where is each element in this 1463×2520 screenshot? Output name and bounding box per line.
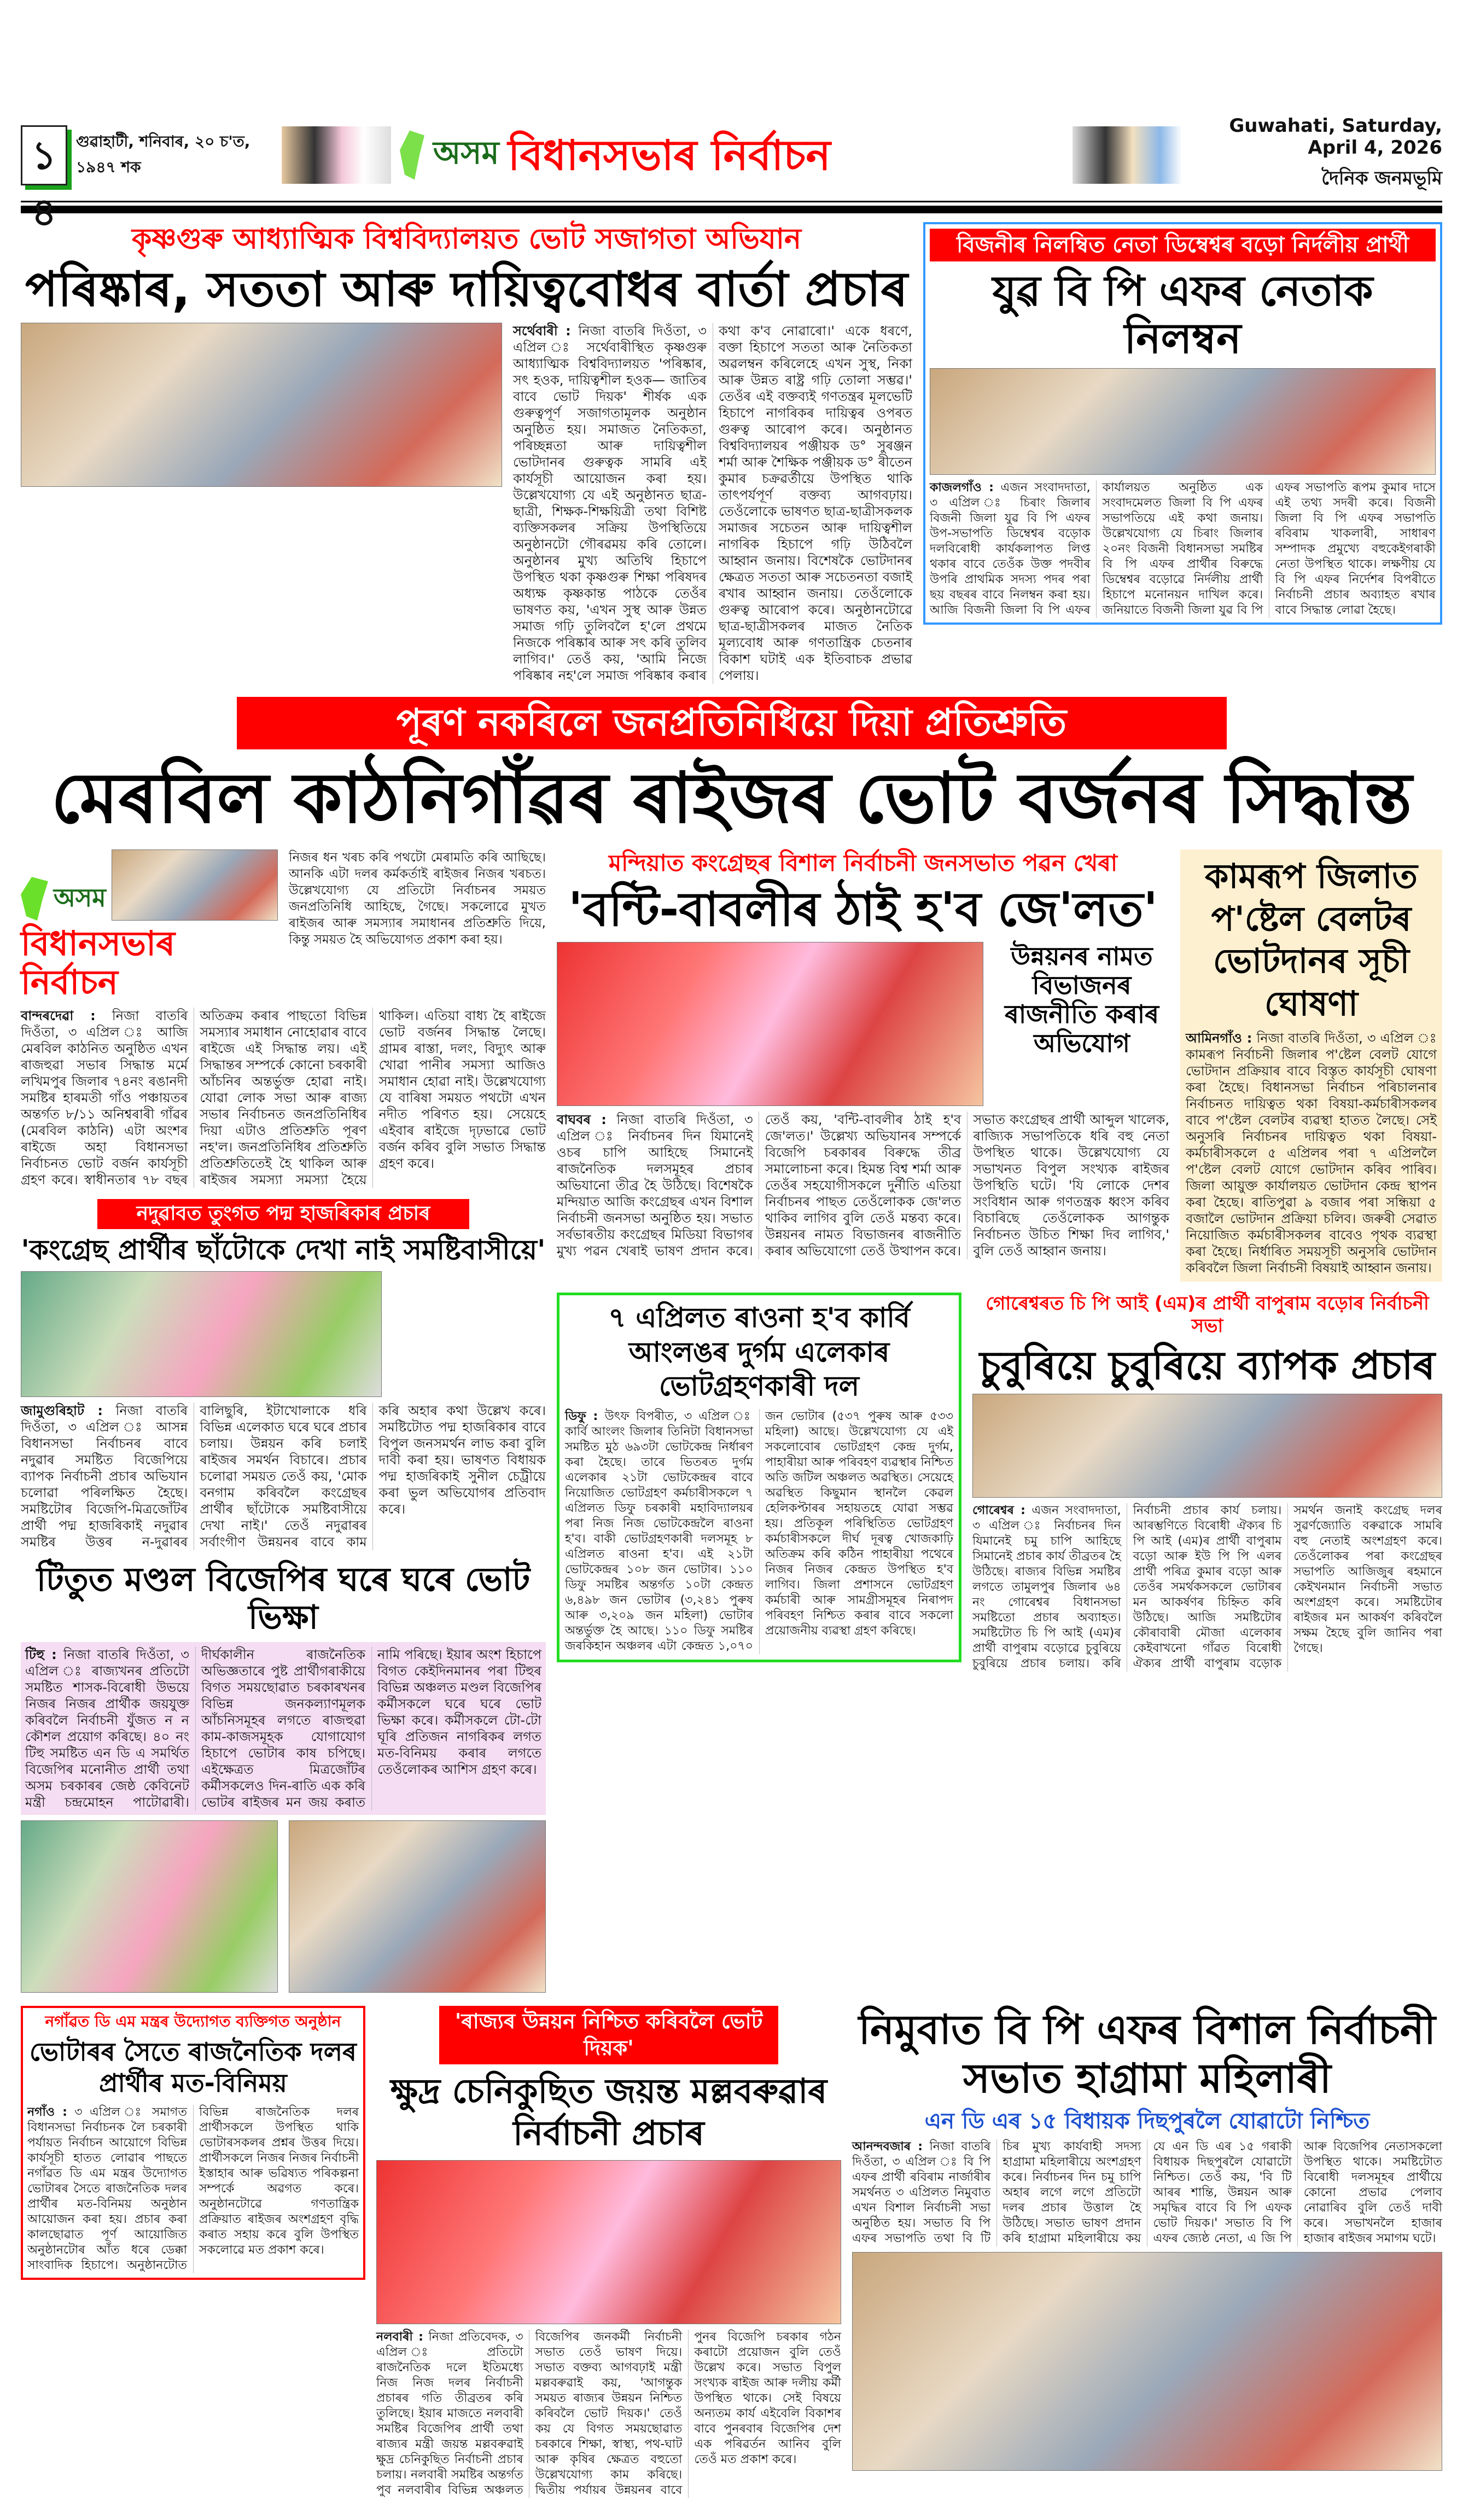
dateline: জামুগুৰিহাট : [21, 1403, 103, 1419]
story-jayanta-mallabaruah [376, 2006, 841, 2498]
story-headline: 'কংগ্ৰেছ প্ৰাৰ্থীৰ ছাঁটোকে দেখা নাই সমষ্টিবাসীয়ে' [21, 1233, 546, 1266]
story-kicker: বিজনীৰ নিলম্বিত নেতা ডিম্বেশ্বৰ বড়ো নিৰ্দলীয় প্ৰাৰ্থী [930, 229, 1436, 261]
story-media [557, 942, 1169, 1106]
story-padma-hazarika [21, 1199, 546, 1550]
lead-headline: মেৰবিল কাঠনিগাঁৱৰ ৰাইজৰ ভোট বৰ্জনৰ সিদ্ধান্ত [51, 757, 1412, 839]
row-top [21, 222, 1442, 684]
page-number: ১৪ [21, 125, 67, 185]
story-text: নিজা বাতৰি দিওঁতা, ৩ এপ্ৰিল ঃ আজি মেৰবিল কাঠনিত অনুষ্ঠিত এখন ৰাজহুৱা সভাৰ সিদ্ধান্ত মৰ্মে লখিমপুৰ জিলাৰ ৭৪নং ৰঙানদী সমষ্টিৰ হাৰমতী গাঁও পঞ্চায়তৰ অন্তৰ্গত ৮/১১ অনিশ্বৰাৰী গাঁৱৰ (মেৰবিল কাঠনি) এটা অংশৰ ৰাইজে অহা বিধানসভা নিৰ্বাচনত ভোট বৰ্জন কাৰ্যসূচী গ্ৰহণ কৰে। স্বাধীনতাৰ ৭৮ বছৰ অতিক্ৰম কৰাৰ পাছতো বিভিন্ন সমস্যাৰ সমাধান নোহোৱাৰ বাবে ৰাইজে এই সিদ্ধান্ত লয়। এই সিদ্ধান্তৰ সম্পৰ্কে কোনো চৰকাৰী আঁচনিৰ অন্তৰ্ভুক্ত হোৱা নাই। যোৱা লোক সভা আৰু ৰাজ্য সভাৰ নিৰ্বাচনত জনপ্ৰতিনিধিৰ দিয়া এটাও প্ৰতিশ্ৰুতি পূৰণ নহ'ল। জনপ্ৰতিনিধিৰ প্ৰতিশ্ৰুতি প্ৰতিশ্ৰুতিতেই হৈ থাকিল আৰু ৰাইজৰ সমস্যা সমস্যা হৈয়ে থাকিল। এতিয়া বাধ্য হৈ ৰাইজে ভোট বৰ্জনৰ সিদ্ধান্ত লৈছে। গ্ৰামৰ ৰাস্তা, দলং, বিদ্যুৎ আৰু খোৱা পানীৰ সমস্যা আজিও সমাধান হোৱা নাই। উল্লেখযোগ্য যে বাৰিষা সময়ত পথটো এখন নদীত পৰিণত হয়। সেয়েহে এইবাৰ ৰাইজে দৃঢ়ভাৱে ভোট বৰ্জন কৰিব বুলি সভাত সিদ্ধান্ত গ্ৰহণ কৰে। [21, 1008, 546, 1188]
dateline: আমিনগাঁও : [1186, 1031, 1252, 1046]
dateline: বান্দৰদেৱা : [21, 1008, 96, 1023]
story-kicker: গোৰেশ্বৰত চি পি আই (এম)ৰ প্ৰাৰ্থী বাপুৰাম বড়োৰ নিৰ্বাচনী সভা [986, 1293, 1429, 1337]
lead-top [21, 849, 546, 1002]
story-headline: যুৱ বি পি এফৰ নেতাক নিলম্বন [992, 266, 1373, 363]
masthead-photo-left [282, 126, 391, 184]
story-kicker: কৃষ্ণগুৰু আধ্যাত্মিক বিশ্ববিদ্যালয়ত ভোট সজাগতা অভিযান [132, 223, 801, 255]
page-header [21, 0, 1442, 235]
story-headline: ভোটাৰৰ সৈতে ৰাজনৈতিক দলৰ প্ৰাৰ্থীৰ মত-বিনিময় [30, 2036, 357, 2098]
masthead-assam: অসম [433, 134, 499, 171]
story-body [565, 1409, 953, 1654]
story-text: নিজা বাতৰি দিওঁতা, ৩ এপ্ৰিল ঃ সৰ্থেবাৰীস্থিত কৃষ্ণগুৰু আধ্যাত্মিক বিশ্ববিদ্যালয়ত 'পৰিষ্কাৰ, সৎ হওক, দায়িত্বশীল হওক— জাতিৰ বাবে ভোট দিয়ক' শীৰ্ষক এক গুৰুত্বপূৰ্ণ সজাগতামূলক অনুষ্ঠান অনুষ্ঠিত হয়। সমাজত নৈতিকতা, পৰিচ্ছন্নতা আৰু দায়িত্বশীল ভোটদানৰ গুৰুত্বক সামৰি এই কাৰ্যসূচী আয়োজন কৰা হয়। উল্লেখযোগ্য যে এই অনুষ্ঠানত ছাত্ৰ-ছাত্ৰী, শিক্ষক-শিক্ষয়িত্ৰী তথা বিশিষ্ট ব্যক্তিসকলৰ সক্ৰিয় উপস্থিতিয়ে অনুষ্ঠানটো গৌৰৱময় কৰি তোলে। অনুষ্ঠানৰ মুখ্য অতিথি হিচাপে উপস্থিত থকা কৃষ্ণগুৰু শিক্ষা পৰিষদৰ অধ্যক্ষ কৃষ্ণকান্ত পাঠকে তেওঁৰ ভাষণত কয়, 'এখন সুস্থ আৰু উন্নত সমাজ গঢ়ি তুলিবলৈ হ'লে প্ৰথমে নিজকে পৰিষ্কাৰ আৰু সৎ কৰি তুলিব লাগিব।' তেওঁ কয়, 'আমি নিজে পৰিষ্কাৰ নহ'লে সমাজ পৰিষ্কাৰ কৰাৰ কথা ক'ব নোৱাৰো।' একে ধৰণে, বক্তা হিচাপে সততা আৰু নৈতিকতা অৱলম্বন কৰিলেহে এখন সুস্থ, নিকা আৰু উন্নত ৰাষ্ট্ৰ গঢ়ি তোলা সম্ভৱ।' তেওঁৰ এই বক্তব্যই গণতন্ত্ৰৰ মূলভেটি হিচাপে নাগৰিকৰ দায়িত্বৰ ওপৰত গুৰুত্ব আৰোপ কৰে। অনুষ্ঠানত বিশ্ববিদ্যালয়ৰ পঞ্জীয়ক ড° সুৰঞ্জন শৰ্মা আৰু শৈক্ষিক পঞ্জীয়ক ড° ৰীতেন কুমাৰ চক্ৰৱৰ্তীয়ে উপস্থিত থাকি তাৎপৰ্যপূৰ্ণ বক্তব্য আগবঢ়ায়। তেওঁলোকে ভাষণত ছাত্ৰ-ছাত্ৰীসকলক সমাজৰ সচেতন আৰু দায়িত্বশীল নাগৰিক হিচাপে গঢ়ি উঠিবলৈ আহ্বান জনায়। বিশেষকৈ ভোটদানৰ ক্ষেত্ৰত সততা আৰু সচেতনতা বজাই ৰখাৰ আহ্বান জনায়। তেওঁলোকে গুৰুত্ব আৰোপ কৰে। অনুষ্ঠানটোৱে ছাত্ৰ-ছাত্ৰীসকলৰ মাজত নৈতিক মূল্যবোধ আৰু গণতান্ত্ৰিক চেতনাৰ বিকাশ ঘটাই এক ইতিবাচক প্ৰভাৱ পেলায়। [513, 323, 912, 683]
story-photo [21, 323, 502, 487]
story-kicker: মন্দিয়াত কংগ্ৰেছৰ বিশাল নিৰ্বাচনী জনসভাত পৱন খেৰা [608, 849, 1118, 877]
story-body [930, 480, 1436, 618]
story-headline: কামৰূপ জিলাত প'ষ্টেল বেলটৰ ভোটদানৰ সূচী ঘোষণা [1205, 856, 1418, 1023]
election-logo [21, 849, 278, 1002]
dateline: আনন্দবজাৰ : [852, 2139, 923, 2154]
story-hagrama-rally [852, 2006, 1442, 2471]
story-headline: ক্ষুদ্ৰ চেনিকুছিত জয়ন্ত মল্লবৰুৱাৰ নিৰ্বাচনী প্ৰচাৰ [390, 2070, 827, 2154]
header-right [1191, 115, 1442, 195]
story-photos [21, 1820, 546, 1993]
row-bottom [21, 2006, 1442, 2498]
lead-intro: নিজৰ ধন খৰচ কৰি পথটো মেৰামতি কৰি আছিছে। আনকি এটা দলৰ কৰ্মকৰ্তাই ৰাইজৰ নিজৰ খৰচত। উল্লেখযোগ্য যে প্ৰতিটো নিৰ্বাচনৰ সময়ত জনপ্ৰতিনিধি আহিছে, গৈছে। সকলোৱে মুখত ৰাইজৰ আৰু সমস্যাৰ সমাধানৰ প্ৰতিশ্ৰুতি দিয়ে, কিন্তু সময়ত হৈ অভিযোগত প্ৰকাশ কৰা হয়। [289, 851, 546, 947]
dateline: বাঘবৰ : [557, 1112, 607, 1128]
paper-name: দৈনিক জনমভূমি [1321, 167, 1442, 189]
right-area [557, 849, 1442, 1671]
right-area-top [557, 849, 1442, 1282]
story-bpf-suspension [923, 222, 1442, 625]
story-text: উৎফ বিপৰীত, ৩ এপ্ৰিল ঃ কাৰ্বি আংলং জিলাৰ তিনিটা বিধানসভা সমষ্টিত মুঠ ৬৯৩টা ভোটকেন্দ্ৰ নিৰ্ধাৰণ কৰা হৈছে। তাৰে ভিতৰত দুৰ্গম এলেকাৰ ২১টা ভোটকেন্দ্ৰৰ বাবে নিয়োজিত ভোটগ্ৰহণ কৰ্মচাৰীসকলে ৭ এপ্ৰিলত ডিফু চৰকাৰী মহাবিদ্যালয়ৰ পৰা নিজ নিজ ভোটকেন্দ্ৰলৈ ৰাওনা হ'ব। বাকী ভোটগ্ৰহণকাৰী দলসমূহ ৮ এপ্ৰিলত ৰাওনা হ'ব। এই ২১টা ভোটকেন্দ্ৰৰ ১০৮ জন ভোটাৰ। ১১০ ডিফু সমষ্টিৰ অন্তৰ্গত ১০টা কেন্দ্ৰত ৬,৪৯৮ জন ভোটাৰ (৩,২৪১ পুৰুষ আৰু ৩,২০৯ জন মহিলা) ভোটাৰ অন্তৰ্ভুক্ত হৈ আছে। ১১০ ডিফু সমষ্টিৰ জৰকিহান অঞ্চলৰ এটা কেন্দ্ৰত ১,০৭০ জন ভোটাৰ (৫৩৭ পুৰুষ আৰু ৫৩৩ মহিলা) আছে। উল্লেখযোগ্য যে এই সকলোবোৰ ভোটগ্ৰহণ কেন্দ্ৰ দুৰ্গম, পাহাৰীয়া আৰু পৰিবহণ ব্যৱস্থাৰ নিশ্চিত অতি জটিল অঞ্চলত অৱস্থিত। সেয়েহে অৱস্থিত কিছুমান স্থানলৈ কেৱল হেলিকপ্টাৰৰ সহায়তহে যোৱা সম্ভৱ হয়। প্ৰতিকূল পৰিস্থিতিত ভোটগ্ৰহণ কৰ্মচাৰীসকলে দীৰ্ঘ দূৰত্ব খোজকাঢ়ি অতিক্ৰম কৰি কঠিন পাহাৰীয়া পথেৰে নিজৰ নিজৰ কেন্দ্ৰত উপস্থিত হ'ব লাগিব। জিলা প্ৰশাসনে ভোটগ্ৰহণ কৰ্মচাৰী আৰু সামগ্ৰীসমূহৰ নিৰাপদ পৰিবহণ নিশ্চিত কৰাৰ বাবে সকলো প্ৰয়োজনীয় ব্যৱস্থা গ্ৰহণ কৰিছে। [565, 1409, 953, 1653]
story-body [972, 1503, 1442, 1672]
right-area-bottom [557, 1293, 1442, 1671]
story-subhead: উন্নয়নৰ নামত বিভাজনৰ ৰাজনীতি কৰাৰ অভিযোগ [1004, 941, 1159, 1058]
story-headline: 'বন্টি-বাবলীৰ ঠাই হ'ব জে'লত' [568, 882, 1158, 937]
story-kicker: নগাঁৱত ডি এম মন্ত্ৰৰ উদ্যোগত ব্যক্তিগত অনুষ্ঠান [45, 2012, 341, 2031]
story-goreswar-cpim [972, 1293, 1442, 1671]
story-body [852, 2139, 1442, 2247]
lead-body [21, 1008, 546, 1188]
story-nagaon-interaction [21, 2006, 365, 2280]
dateline: সৰ্থেবাৰী : [513, 323, 571, 339]
story-text: ৩ এপ্ৰিল ঃ সমাগত বিধানসভা নিৰ্বাচনক লৈ চৰকাৰী পৰ্যায়ত নিৰ্বাচন আয়োগে বিভিন্ন কাৰ্যসূচী হাতত লোৱাৰ পাছতে নগাঁৱত ডি এম মন্ত্ৰৰ উদ্যোগত ভোটাৰৰ সৈতে ৰাজনৈতিক দলৰ প্ৰাৰ্থীৰ মত-বিনিময় অনুষ্ঠান আয়োজন কৰা হয়। প্ৰচাৰ কৰা কালছোৱাত পূৰ্ণ আয়োজিত অনুষ্ঠানটোৰ আঁত ধৰে ডেক্কা সাংবাদিক হিচাপে। অনুষ্ঠানটোত বিভিন্ন ৰাজনৈতিক দলৰ প্ৰাৰ্থীসকলে উপস্থিত থাকি ভোটাৰসকলৰ প্ৰশ্নৰ উত্তৰ দিয়ে। প্ৰাৰ্থীসকলে নিজৰ নিজৰ নিৰ্বাচনী ইস্তাহাৰ আৰু ভৱিষ্যত পৰিকল্পনা সম্পৰ্কে অৱগত কৰে। অনুষ্ঠানটোৱে গণতান্ত্ৰিক প্ৰক্ৰিয়াত ৰাইজৰ অংশগ্ৰহণ বৃদ্ধি কৰাত সহায় কৰে বুলি উপস্থিত সকলোৱে মত প্ৰকাশ কৰে। [27, 2105, 359, 2272]
story-body [513, 323, 912, 684]
story-kicker: নদুৱাবত তুংগত পদ্ম হাজৰিকাৰ প্ৰচাৰ [97, 1199, 469, 1229]
logo-assam: অসম [54, 883, 106, 913]
logo-title: বিধানসভাৰ নিৰ্বাচন [21, 923, 176, 1003]
story-karbi-polling-party [557, 1293, 961, 1662]
lead-story [21, 849, 546, 1188]
story-body [27, 2105, 359, 2273]
date-english: Guwahati, Saturday, April 4, 2026 [1229, 115, 1442, 159]
story-headline: ৭ এপ্ৰিলত ৰাওনা হ'ব কাৰ্বি আংলঙৰ দুৰ্গম এলেকাৰ ভোটগ্ৰহণকাৰী দল [608, 1302, 910, 1402]
story-text: এজন সংবাদদাতা, ৩ এপ্ৰিল ঃ চিৰাং জিলাৰ বিজনী জিলা যুৱ বি পি এফৰ উপ-সভাপতি ডিম্বেশ্বৰ বড়োক দলবিৰোধী কাৰ্যকলাপত লিপ্ত থকাৰ বাবে তেওঁক উক্ত পদবীৰ উপৰি প্ৰাথমিক সদস্য পদৰ পৰা ছয় বছৰৰ বাবে নিলম্বন কৰা হয়। আজি বিজনী জিলা বি পি এফৰ কাৰ্যালয়ত অনুষ্ঠিত এক সংবাদমেলত জিলা বি পি এফৰ সভাপতিয়ে এই কথা জনায়। উল্লেখযোগ্য যে চিৰাং জিলাৰ ২০নং বিজনী বিধানসভা সমষ্টিৰ বি পি এফৰ প্ৰাৰ্থীৰ বিৰুদ্ধে ডিম্বেশ্বৰ বড়োৱে নিৰ্দলীয় প্ৰাৰ্থী হিচাপে মনোনয়ন দাখিল কৰে। জনিয়াতে বিজনী জিলা যুৱ বি পি এফৰ সভাপতি ৰূপম কুমাৰ দাসে এই তথ্য সদৰী কৰে। বিজনী জিলা বি পি এফৰ সভাপতি ৰবিৰাম খাকলাৰী, সাধাৰণ সম্পাদক প্ৰমুখ্যে বহুকেইগৰাকী নেতা উপস্থিত থাকে। লক্ষণীয় যে বি পি এফৰ নিৰ্দেশৰ বিপৰীতে নিৰ্বাচনী প্ৰচাৰ অব্যাহত ৰখাৰ বাবে সিদ্ধান্ত লোৱা হৈছে। [930, 480, 1436, 617]
dateline: ডিফু : [565, 1409, 598, 1423]
dateline: টিহু : [25, 1647, 57, 1663]
story-photo [557, 942, 983, 1106]
story-body [1186, 1030, 1437, 1276]
story-photo [376, 2160, 841, 2324]
lead-banner: পূৰণ নকৰিলে জনপ্ৰতিনিধিয়ে দিয়া প্ৰতিশ্ৰুতি [237, 697, 1227, 749]
left-column [21, 849, 546, 1993]
story-body [376, 2330, 841, 2498]
logo-top [21, 849, 278, 921]
story-body [21, 1402, 546, 1550]
row-middle [21, 849, 1442, 1993]
story-photo-2 [289, 1820, 546, 1993]
masthead-photo-right [1073, 126, 1182, 184]
story-text: এজন সংবাদদাতা, ৩ এপ্ৰিল ঃ নিৰ্বাচনৰ দিন যিমানেই চমু চাপি আহিছে সিমানেই প্ৰচাৰ কাৰ্য তীব্ৰতৰ হৈ উঠিছে। ৰাজ্যৰ বিভিন্ন সমষ্টিৰ লগতে তামুলপুৰ জিলাৰ ৬৪ নং গোৰেশ্বৰ বিধানসভা সমষ্টিতো প্ৰচাৰ অব্যাহত। সমষ্টিটোত চি পি আই (এম)ৰ প্ৰাৰ্থী বাপুৰাম বড়োৱে চুবুৰিয়ে চুবুৰিয়ে প্ৰচাৰ চলায়। কৰি নিৰ্বাচনী প্ৰচাৰ কাৰ্য চলায়। আৰম্ভণিতে বিৰোধী ঐক্যৰ চি পি আই (এম)ৰ প্ৰাৰ্থী বাপুৰাম বড়ো আৰু ইউ পি পি এলৰ প্ৰাৰ্থী পৰিত্ৰ কুমাৰ বড়ো আৰু তেওঁৰ সমৰ্থকসকলে ভোটাৰৰ মন আকৰ্ষণৰ চিহ্নিত কৰি উঠিছে। আজি সমষ্টিটোৰ কৌৰাবাৰী মৌজা এলেকাৰ কেইবাখনো গাঁৱত বিৰোধী ঐক্যৰ প্ৰাৰ্থী বাপুৰাম বড়োক সমৰ্থন জনাই কংগ্ৰেছ দলৰ সুৱৰ্ণজ্যোতি বৰুৱাকে সামৰি বহু নেতাই অংশগ্ৰহণ কৰে। তেওঁলোকৰ পৰা কংগ্ৰেছৰ সভাপতি আজিজুৰ ৰহমানে কেইখনমান নিৰ্বাচনী সভাত অংশগ্ৰহণ কৰে। সমষ্টিটোৰ ৰাইজৰ মন আকৰ্ষণ কৰিবলৈ সক্ষম হৈছে বুলি জানিব পৰা গৈছে। [972, 1503, 1442, 1671]
assam-map-icon [21, 877, 48, 921]
story-headline: নিমুবাত বি পি এফৰ বিশাল নিৰ্বাচনী সভাত হাগ্ৰামা মহিলাৰী [858, 2006, 1436, 2102]
story-photo [21, 1271, 382, 1397]
story-content [21, 323, 912, 684]
dateline: নলবাৰী : [376, 2330, 423, 2344]
logo-photo [112, 849, 278, 921]
dateline: কাজলগাঁও : [930, 480, 994, 494]
story-headline: চুবুৰিয়ে চুবুৰিয়ে ব্যাপক প্ৰচাৰ [979, 1342, 1436, 1388]
story-body [21, 1642, 546, 1815]
story-text: নিজা বাতৰি দিওঁতা, ৩ এপ্ৰিল ঃ বি পি এফৰ প্ৰাৰ্থী ৰবিৰাম নাৰ্জাৰীৰ সমৰ্থনত ৩ এপ্ৰিলত নিমুবাত এখন বিশাল নিৰ্বাচনী সভা অনুষ্ঠিত হয়। সভাত বি পি এফৰ সভাপতি তথা বি টি চিৰ মুখ্য কাৰ্যবাহী সদস্য হাগ্ৰামা মহিলাৰীয়ে অংশগ্ৰহণ কৰে। নিৰ্বাচনৰ দিন চমু চাপি অহাৰ লগে লগে প্ৰতিটো দলৰ প্ৰচাৰ উত্তাল হৈ উঠিছে। সভাত ভাষণ প্ৰদান কৰি হাগ্ৰামা মহিলাৰীয়ে কয় যে এন ডি এৰ ১৫ গৰাকী বিধায়ক দিছপুৰলৈ যোৱাটো নিশ্চিত। তেওঁ কয়, 'বি টি আৰৰ শান্তি, উন্নয়ন আৰু সমৃদ্ধিৰ বাবে বি পি এফক ভোট দিয়ক।' সভাত বি পি এফৰ জ্যেষ্ঠ নেতা, এ জি পি আৰু বিজেপিৰ নেতাসকলো উপস্থিত থাকে। সমষ্টিটোত বিৰোধী দলসমূহৰ প্ৰাৰ্থীয়ে কোনো প্ৰভাৱ পেলাব নোৱাৰিব বুলি তেওঁ দাবী কৰে। সভাখনলৈ হাজাৰ হাজাৰ ৰাইজৰ সমাগম ঘটে। [852, 2139, 1442, 2245]
story-photo [930, 368, 1436, 475]
story-body [557, 1111, 1169, 1259]
header-rule [21, 201, 1442, 202]
story-photo [972, 1394, 1442, 1498]
story-text: নিজা বাতৰি দিওঁতা, ৩ এপ্ৰিল ঃ ৰাজ্যখনৰ প্ৰতিটো সমষ্টিত শাসক-বিৰোধী উভয়ে নিজৰ নিজৰ প্ৰাৰ্থীক জয়যুক্ত কৰিবলৈ নিৰ্বাচনী যুঁজত ন ন কৌশল প্ৰয়োগ কৰিছে। ৪০ নং টিহু সমষ্টিত এন ডি এ সমৰ্থিত বিজেপিৰ মনোনীত প্ৰাৰ্থী তথা অসম চৰকাৰৰ জেষ্ঠ কেবিনেট মন্ত্ৰী চন্দ্ৰমোহন পাটোৱাৰী। দীৰ্ঘকালীন ৰাজনৈতিক অভিজ্ঞতাৰে পুষ্ট প্ৰাৰ্থীগৰাকীয়ে বিগত সময়ছোৱাত চৰকাৰখনৰ বিভিন্ন জনকল্যাণমূলক আঁচনিসমূহৰ লগতে ৰাজহুৱা কাম-কাজসমূহক যোগাযোগ হিচাপে ভোটাৰ কাষ চপিছে। এইক্ষেত্ৰত মিত্ৰজোঁটৰ কৰ্মীসকলেও দিন-ৰাতি এক কৰি ভোটৰ ৰাইজৰ মন জয় কৰাত নামি পৰিছে। ইয়াৰ অংশ হিচাপে বিগত কেইদিনমানৰ পৰা টিহুৰ বিভিন্ন অঞ্চলত মণ্ডল বিজেপিৰ কৰ্মীসকলে ঘৰে ঘৰে ভোট ভিক্ষা কৰে। কৰ্মীসকলে টো-টো ঘূৰি প্ৰতিজন নাগৰিকৰ লগত মত-বিনিময় কৰাৰ লগতে তেওঁলোকৰ আশিস গ্ৰহণ কৰে। [25, 1647, 541, 1811]
story-kicker: 'ৰাজ্যৰ উন্নয়ন নিশ্চিত কৰিবলৈ ভোট দিয়ক' [439, 2006, 778, 2064]
story-photo [852, 2252, 1442, 2471]
dateline: নগাঁও : [27, 2105, 67, 2119]
dateline: গোৰেশ্বৰ : [972, 1503, 1025, 1517]
masthead-title: বিধানসভাৰ নিৰ্বাচন [508, 130, 831, 179]
date-assamese: গুৱাহাটী, শনিবাৰ, ২০ চ'ত, ১৯৪৭ শক [76, 132, 250, 176]
story-text: নিজা প্ৰতিবেদক, ৩ এপ্ৰিল ঃ প্ৰতিটো ৰাজনৈতিক দলে ইতিমধ্যে নিজ নিজ দলৰ নিৰ্বাচনী প্ৰচাৰৰ গতি তীব্ৰতৰ কৰি তুলিছে। ইয়াৰ মাজতে নলবাৰী সমষ্টিৰ বিজেপিৰ প্ৰাৰ্থী তথা ৰাজ্যৰ মন্ত্ৰী জয়ন্ত মল্লবৰুৱাই ক্ষুদ্ৰ চেনিকুছিত নিৰ্বাচনী প্ৰচাৰ চলায়। নলবাৰী সমষ্টিৰ অন্তৰ্গত পুব নলবাৰীৰ বিভিন্ন অঞ্চলত বিজেপিৰ জনকৰ্মী নিৰ্বাচনী সভাত তেওঁ ভাষণ দিয়ে। সভাত বক্তব্য আগবঢ়াই মন্ত্ৰী মল্লবৰুৱাই কয়, 'আগন্তুক সময়ত ৰাজ্যৰ উন্নয়ন নিশ্চিত কৰিবলৈ ভোট দিয়ক।' তেওঁ কয় যে বিগত সময়ছোৱাত চৰকাৰে শিক্ষা, স্বাস্থ্য, পথ-ঘাট আৰু কৃষিৰ ক্ষেত্ৰত বহুতো উল্লেখযোগ্য কাম কৰিছে। দ্বিতীয় পৰ্যায়ৰ উন্নয়নৰ বাবে পুনৰ বিজেপি চৰকাৰ গঠন কৰাটো প্ৰয়োজন বুলি তেওঁ উল্লেখ কৰে। সভাত বিপুল সংখ্যক ৰাইজ আৰু দলীয় কৰ্মী উপস্থিত থাকে। সেই বিষয়ে অন্যতম কাৰ্য এইবেলি বিকাশৰ বাবে পুনৰবাৰ বিজেপিৰ দেশ এক পৰিৱৰ্তন আনিব বুলি তেওঁ মত প্ৰকাশ কৰে। [376, 2330, 841, 2497]
story-pawan-khera [557, 849, 1169, 1259]
story-headline: পৰিষ্কাৰ, সততা আৰু দায়িত্ববোধৰ বাৰ্তা প্ৰচাৰ [25, 261, 908, 318]
story-headline: টিতুত মণ্ডল বিজেপিৰ ঘৰে ঘৰে ভোট ভিক্ষা [36, 1561, 531, 1637]
story-text: নিজা বাতৰি দিওঁতা, ৩ এপ্ৰিল ঃ নিৰ্বাচনৰ দিন যিমানেই ওচৰ চাপি আহিছে সিমানেই ৰাজনৈতিক দলসমূহৰ প্ৰচাৰ অভিযানো তীব্ৰ হৈ উঠিছে। বিশেষকৈ মন্দিয়াত আজি কংগ্ৰেছৰ এখন বিশাল নিৰ্বাচনী জনসভা অনুষ্ঠিত হয়। সভাত সৰ্বভাৰতীয় কংগ্ৰেছৰ মিডিয়া বিভাগৰ মুখ্য পৱন খেৰাই ভাষণ প্ৰদান কৰে। তেওঁ কয়, 'বন্টি-বাবলীৰ ঠাই হ'ব জে'লত।' উল্লেখ্য অভিযানৰ সম্পৰ্কে বিজেপি চৰকাৰৰ বিৰুদ্ধে তীব্ৰ সমালোচনা কৰে। হিমন্ত বিশ্ব শৰ্মা আৰু তেওঁৰ সহযোগীসকলে দুৰ্নীতি এতিয়া নিৰ্বাচনৰ পাছত তেওঁলোকক জে'লত থাকিব লাগিব বুলি তেওঁ মন্তব্য কৰে। উন্নয়নৰ নামত বিভাজনৰ ৰাজনীতি কৰাৰ অভিযোগো তেওঁ উত্থাপন কৰে। সভাত কংগ্ৰেছৰ প্ৰাৰ্থী আব্দুল খালেক, ৰাজ্যিক সভাপতিকে ধৰি বহু নেতা উপস্থিত থাকে। উল্লেখযোগ্য যে সভাখনত বিপুল সংখ্যক ৰাইজৰ উপস্থিতি ঘটে। 'যি লোকে দেশৰ সংবিধান আৰু গণতন্ত্ৰক ধ্বংস কৰিব বিচাৰিছে তেওঁলোকক আগন্তুক নিৰ্বাচনত উচিত শিক্ষা দিব লাগিব,' বুলি তেওঁ আহ্বান জনায়। [557, 1112, 1169, 1259]
assam-map-icon [400, 131, 424, 180]
story-postal-ballot [1180, 849, 1442, 1282]
story-text: নিজা বাতৰি দিওঁতা, ৩ এপ্ৰিল ঃ কামৰূপ নিৰ্বাচনী জিলাৰ প'ষ্টেল বেলট যোগে ভোটদান প্ৰক্ৰিয়াৰ বাবে বিস্তৃত কাৰ্যসূচী ঘোষণা কৰা হৈছে। বিধানসভা নিৰ্বাচন পৰিচালনাৰ নিৰ্বাচনত দায়িত্বত থকা বিষয়া-কৰ্মচাৰীসকলৰ বাবে প'ষ্টেল বেলটৰ ব্যৱস্থা হাতত লৈছে। সেই অনুসৰি নিৰ্বাচনৰ দায়িত্বত থকা বিষয়া-কৰ্মচাৰীসকলে ৫ এপ্ৰিলৰ পৰা ৭ এপ্ৰিললৈ প'ষ্টেল বেলট যোগে ভোটদান কৰিব পাৰিব। জিলা আয়ুক্ত কাৰ্যালয়ত ভোটদান কেন্দ্ৰ স্থাপন কৰা হৈছে। ৰাতিপুৱা ৯ বজাৰ পৰা সন্ধিয়া ৫ বজালৈ ভোটদান প্ৰক্ৰিয়া চলিব। জৰুৰী সেৱাত নিয়োজিত কৰ্মচাৰীসকলৰ বাবেও পৃথক ব্যৱস্থা কৰা হৈছে। নিৰ্ধাৰিত সময়সূচী অনুসৰি ভোটদান কৰিবলৈ জিলা নিৰ্বাচনী বিষয়াই আহ্বান জনায়। [1186, 1031, 1437, 1276]
story-text: নিজা বাতৰি দিওঁতা, ৩ এপ্ৰিল ঃ আসন্ন বিধানসভা নিৰ্বাচনৰ বাবে নদুৱাৰ সমষ্টিত বিজেপিয়ে ব্যাপক নিৰ্বাচনী প্ৰচাৰ অভিযান চলোৱা পৰিলক্ষিত হৈছে। সমষ্টিটোৰ বিজেপি-মিত্ৰজোঁটৰ প্ৰাৰ্থী পদ্ম হাজৰিকাই নদুৱাৰ সমষ্টিৰ উত্তৰ ন-দুৱাৰৰ বালিছুৰি, ইটাখোলাকে ধৰি বিভিন্ন এলেকাত ঘৰে ঘৰে প্ৰচাৰ চলায়। উন্নয়ন কৰি চলাই ৰাইজৰ সমৰ্থন বিচাৰে। প্ৰচাৰ চলোৱা সময়ত তেওঁ কয়, 'মোক বনগাম কৰিবলৈ কংগ্ৰেছৰ প্ৰাৰ্থীৰ ছাঁটোকে সমষ্টিবাসীয়ে দেখা নাই।' তেওঁ নদুৱাৰৰ সৰ্বাংগীণ উন্নয়নৰ বাবে কাম কৰি অহাৰ কথা উল্লেখ কৰে। সমষ্টিটোত পদ্ম হাজৰিকাৰ বাবে বিপুল জনসমৰ্থন লাভ কৰা বুলি দাবী কৰা হয়। ভাষণত বিধায়ক পদ্ম হাজৰিকাই সুনীল চেট্ৰীয়ে কৰা ভুল অভিযোগৰ প্ৰতিবাদ কৰে। [21, 1403, 546, 1550]
story-tihu-bjp [21, 1561, 546, 1993]
story-ksu-voter-awareness [21, 222, 912, 684]
story-subhead: এন ডি এৰ ১৫ বিধায়ক দিছপুৰলৈ যোৱাটো নিশ্চিত [924, 2108, 1370, 2134]
story-photo [21, 1820, 278, 1993]
header-rule-thick [21, 206, 1442, 213]
